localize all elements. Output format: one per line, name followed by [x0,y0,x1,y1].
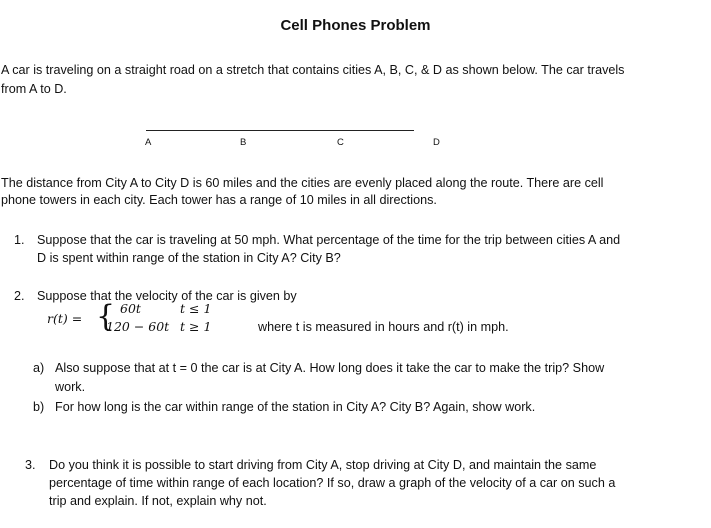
question-text: Suppose that the velocity of the car is given by [37,289,297,303]
question-text: Do you think it is possible to start driving from City A, stop driving at City D, and maintain the same [49,458,597,472]
case-2-expression: 120 − 60t [106,319,170,334]
question-number: 1. [14,233,25,247]
case-2-condition: t ≥ 1 [180,319,212,334]
description-line: phone towers in each city. Each tower has a range of 10 miles in all directions. [1,193,437,207]
function-name: r(t) = [47,311,83,326]
question-text: trip and explain. If not, explain why not. [49,494,267,508]
question-text: D is spent within range of the station in City A? City B? [37,251,341,265]
question-number: 2. [14,289,25,303]
brace-symbol: { [96,299,116,334]
question-number: 3. [25,458,36,472]
part-text: Also suppose that at t = 0 the car is at City A. How long does it take the car to make the trip? Show [55,361,605,375]
city-label-b: B [240,137,247,148]
page-title: Cell Phones Problem [280,17,431,34]
units-note: where t is measured in hours and r(t) in mph. [258,320,509,334]
part-label: a) [33,361,45,375]
question-text: Suppose that the car is traveling at 50 mph. What percentage of the time for the trip between cities A and [37,233,621,247]
city-label-a: A [145,137,152,148]
case-1-expression: 60t [120,301,141,316]
part-label: b) [33,400,45,414]
intro-line: from A to D. [1,82,67,96]
question-text: percentage of time within range of each location? If so, draw a graph of the velocity of a car on such a [49,476,616,490]
case-1-condition: t ≤ 1 [180,301,212,316]
city-label-d: D [433,137,440,148]
part-text: For how long is the car within range of the station in City A? City B? Again, show work. [55,400,536,414]
city-label-c: C [337,137,344,148]
part-text: work. [55,380,86,394]
description-line: The distance from City A to City D is 60 miles and the cities are evenly placed along the route. There are cell [1,176,604,190]
road-line [146,130,414,131]
intro-line: A car is traveling on a straight road on a stretch that contains cities A, B, C, & D as shown below. The car travels [1,63,625,77]
